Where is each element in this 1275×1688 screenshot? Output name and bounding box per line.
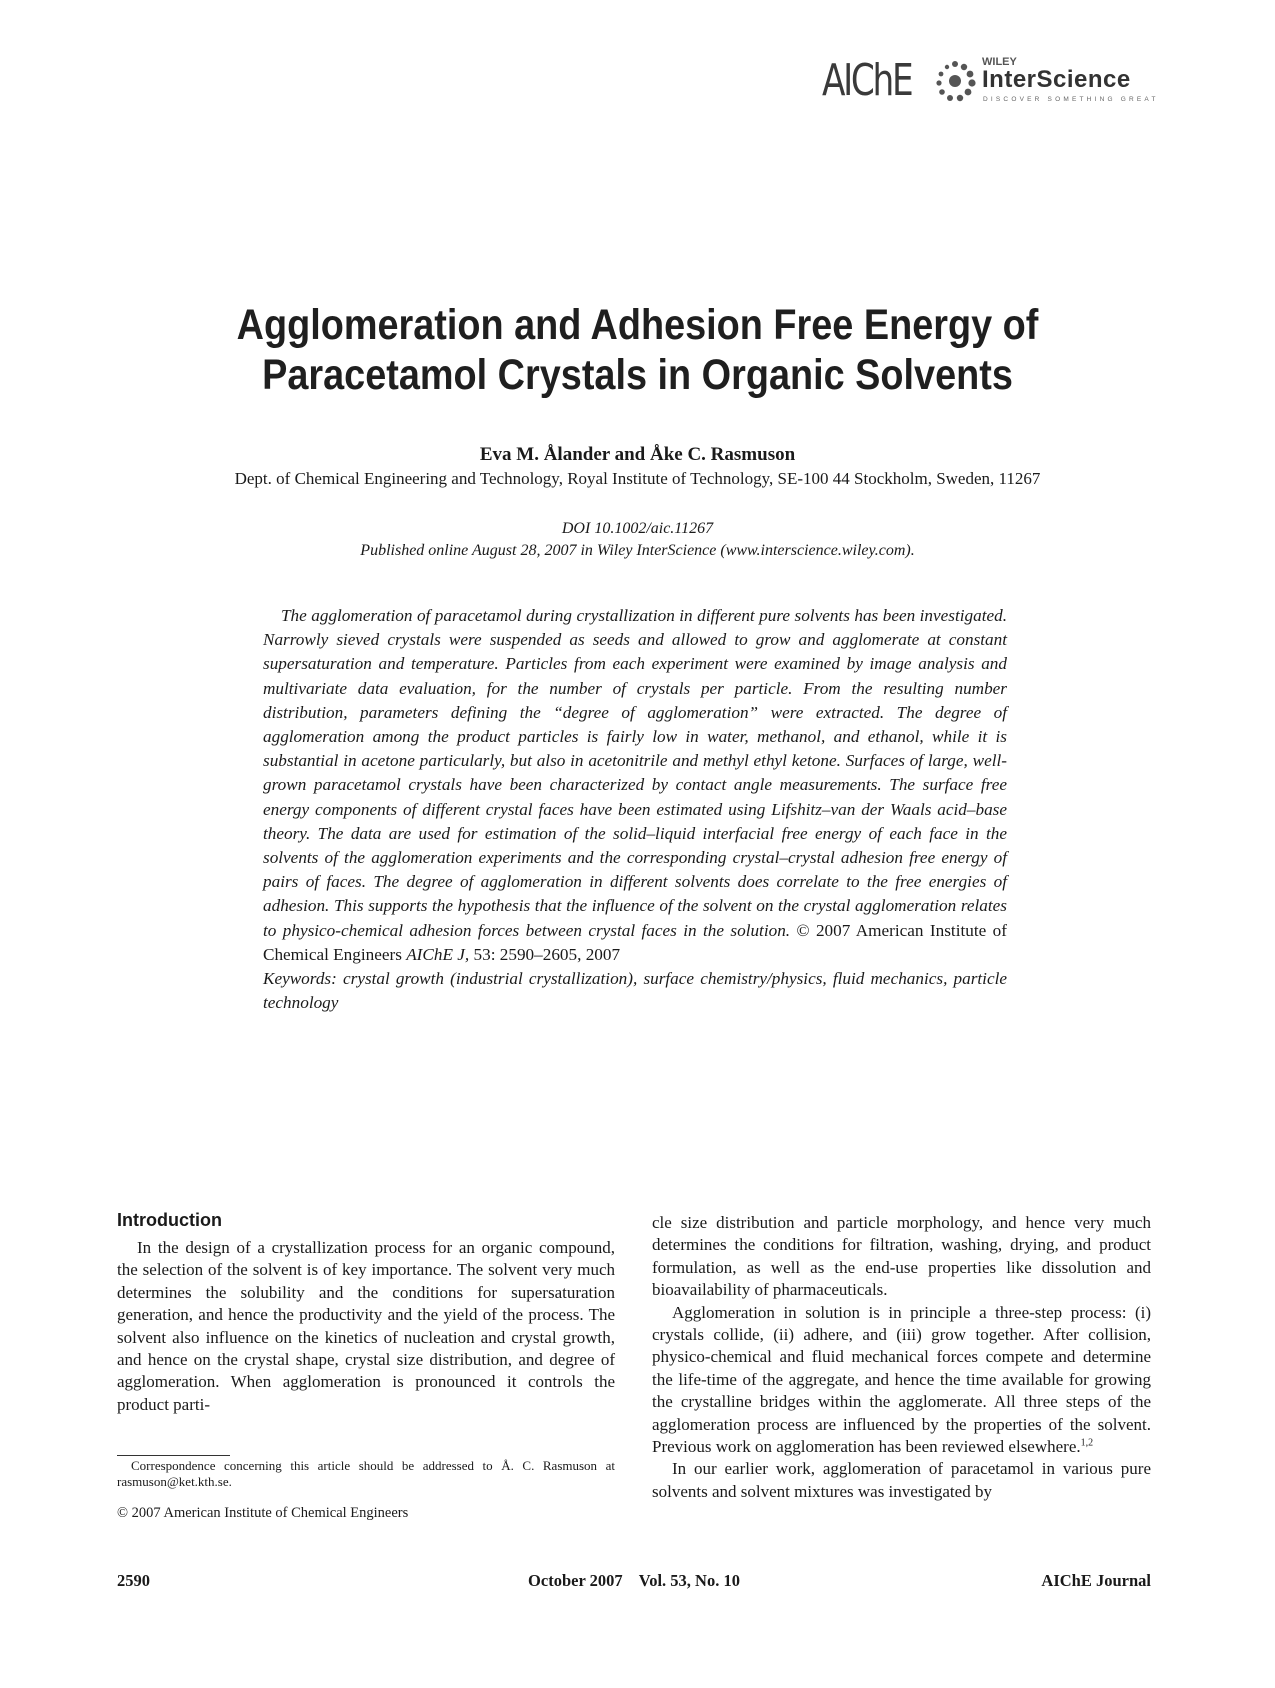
copyright-notice: © 2007 American Institute of Chemical Engineers bbox=[117, 1505, 409, 1521]
keywords: Keywords: crystal growth (industrial crystallization), surface chemistry/physics, fluid mechanics, particle technology bbox=[263, 969, 1007, 1013]
right-column bbox=[652, 1212, 1151, 1503]
page-number: 2590 bbox=[117, 1571, 150, 1590]
correspondence-text: Correspondence concerning this article should be addressed to Å. C. Rasmuson at rasmuson@ket.kth.se. bbox=[117, 1458, 615, 1489]
issue-info: October 2007 Vol. 53, No. 10 bbox=[528, 1571, 740, 1590]
abstract-copyright: © 2007 American Institute of Chemical Engineers bbox=[263, 920, 1007, 964]
authors: Eva M. Ålander and Åke C. Rasmuson bbox=[479, 444, 796, 465]
wiley-label: WILEY bbox=[982, 56, 1017, 68]
right-paragraph-2 bbox=[652, 1302, 1151, 1459]
right-paragraph-3: In our earlier work, agglomeration of paracetamol in various pure solvents and solvent mixtures was investigated by bbox=[652, 1459, 1151, 1501]
logo-tagline: DISCOVER SOMETHING GREAT bbox=[983, 96, 1159, 103]
footnote-rule bbox=[117, 1455, 230, 1456]
intro-paragraph-1: In the design of a crystallization process for an organic compound, the selection of the solvent is of key importance. The solvent very much determines the solubility and the conditions for supersaturation generation, and hence the productivity and the yield of the process. The solvent also influence on the kinetics of nucleation and crystal growth, and hence on the crystal shape, crystal size distribution, and degree of agglomeration. When agglomeration is pronounced it controls the product parti- bbox=[117, 1238, 615, 1414]
right-paragraph-1: cle size distribution and particle morphology, and hence very much determines the conditions for filtration, washing, drying, and product formulation, as well as the end-use properties like dissolution and bioavailability of pharmaceuticals. bbox=[652, 1213, 1151, 1300]
reference-superscript: 1,2 bbox=[1080, 1437, 1094, 1449]
publisher-logo bbox=[822, 52, 1159, 114]
abstract-text: The agglomeration of paracetamol during crystallization in different pure solvents has been investigated. Narrowly sieved crystals were suspended as seeds and allowed to grow and agglomerate at constant supersaturation and temperature. Particles from each experiment were examined by image analysis and multivariate data evaluation, for the number of crystals per particle. From the resulting number distribution, parameters defining the “degree of agglomeration” were extracted. The degree of agglomeration among the product particles is fairly low in water, methanol, and ethanol, while it is substantial in acetone particularly, but also in acetonitrile and methyl ethyl ketone. Surfaces of large, well-grown paracetamol crystals have been characterized by contact angle measurements. The surface free energy components of different crystal faces have been estimated using Lifshitz–van der Waals acid–base theory. The data are used for estimation of the solid–liquid interfacial free energy of each face in the solvents of the agglomeration experiments and the corresponding crystal–crystal adhesion free energy of pairs of faces. The degree of agglomeration in different solvents does correlate to the free energies of adhesion. This supports the hypothesis that the influence of the solvent on the crystal agglomeration relates to physico-chemical adhesion forces between crystal faces in the solution. bbox=[263, 606, 1007, 940]
left-column bbox=[117, 1208, 615, 1416]
abstract-paragraph bbox=[263, 604, 1007, 967]
section-heading-introduction: Introduction bbox=[117, 1210, 222, 1230]
right-paragraph-2-text: Agglomeration in solution is in principle a three-step process: (i) crystals collide, (ii) adhere, and (iii) grow together. After collision, physico-chemical and fluid mechanical forces compete and determine the life-time of the aggregate, and hence the time available for growing the crystalline bridges within the agglomerate. All three steps of the agglomeration process are influenced by the properties of the solvent. Previous work on agglomeration has been reviewed elsewhere. bbox=[652, 1302, 1151, 1457]
published-online: Published online August 28, 2007 in Wiley InterScience (www.interscience.wiley.com). bbox=[360, 542, 915, 559]
title-line-2: Paracetamol Crystals in Organic Solvents bbox=[262, 351, 1013, 399]
journal-name: AIChE Journal bbox=[1041, 1571, 1151, 1590]
abstract bbox=[263, 604, 1007, 1015]
abstract-journal-ref: AIChE J, bbox=[406, 944, 470, 964]
abstract-citation: 53: 2590–2605, 2007 bbox=[469, 944, 621, 964]
doi: DOI 10.1002/aic.11267 bbox=[561, 520, 714, 537]
article-title bbox=[182, 300, 1093, 400]
aiche-logo-text: AIChE bbox=[822, 55, 912, 106]
affiliation: Dept. of Chemical Engineering and Technology, Royal Institute of Technology, SE-100 44 Stockholm, Sweden, 11267 bbox=[234, 469, 1041, 488]
correspondence-footnote bbox=[117, 1458, 615, 1490]
title-line-1: Agglomeration and Adhesion Free Energy of bbox=[236, 301, 1039, 349]
wiley-dots-icon bbox=[930, 56, 980, 106]
interscience-label: InterScience bbox=[982, 66, 1131, 93]
